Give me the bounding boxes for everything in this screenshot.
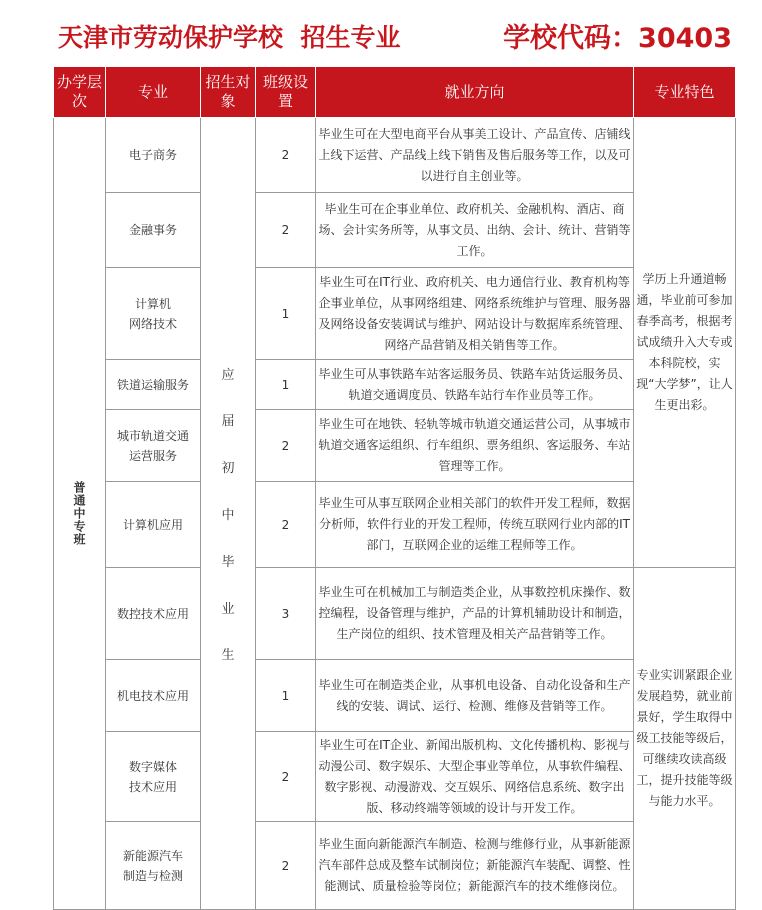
classes-cell: 2 bbox=[256, 822, 316, 910]
target-char: 届 bbox=[221, 414, 235, 430]
target-char: 中 bbox=[221, 507, 235, 523]
classes-cell: 2 bbox=[256, 193, 316, 268]
target-char: 应 bbox=[221, 367, 235, 383]
career-cell: 毕业生可从事铁路车站客运服务员、铁路车站货运服务员、轨道交通调度员、铁路车站行车作业员等工作。 bbox=[316, 360, 634, 410]
major-cell: 新能源汽车 制造与检测 bbox=[106, 822, 201, 910]
table-row bbox=[54, 732, 736, 822]
career-cell: 毕业生可从事互联网企业相关部门的软件开发工程师，数据分析师，软件行业的开发工程师，传统互联网行业内部的IT部门，互联网企业的运维工程师等工作。 bbox=[316, 482, 634, 568]
classes-cell: 2 bbox=[256, 410, 316, 482]
majors-table bbox=[53, 66, 736, 910]
school-code: 学校代码：30403 bbox=[503, 23, 732, 54]
target-cell bbox=[201, 118, 256, 910]
major-cell: 电子商务 bbox=[106, 118, 201, 193]
target-char: 生 bbox=[221, 648, 235, 664]
table-row bbox=[54, 360, 736, 410]
header-career: 就业方向 bbox=[316, 67, 634, 118]
table-row bbox=[54, 482, 736, 568]
major-cell: 城市轨道交通 运营服务 bbox=[106, 410, 201, 482]
major-cell: 机电技术应用 bbox=[106, 660, 201, 732]
school-title bbox=[58, 18, 400, 54]
major-cell: 计算机 网络技术 bbox=[106, 268, 201, 360]
target-char: 毕 bbox=[221, 554, 235, 570]
career-cell: 毕业生面向新能源汽车制造、检测与维修行业，从事新能源汽车部件总成及整车试制岗位；新能源汽车装配、调整、性能测试、质量检验等岗位；新能源汽车的技术维修岗位。 bbox=[316, 822, 634, 910]
feature-cell-1: 学历上升通道畅通，毕业前可参加春季高考，根据考试成绩升入大专或本科院校，实现“大学梦”，让人生更出彩。 bbox=[634, 118, 736, 568]
school-name: 天津市劳动保护学校 bbox=[58, 23, 284, 52]
header-classes: 班级设置 bbox=[256, 67, 316, 118]
major-cell: 计算机应用 bbox=[106, 482, 201, 568]
header-target: 招生对象 bbox=[201, 67, 256, 118]
classes-cell: 2 bbox=[256, 118, 316, 193]
classes-cell: 2 bbox=[256, 732, 316, 822]
career-cell: 毕业生可在地铁、轻轨等城市轨道交通运营公司，从事城市轨道交通客运组织、行车组织、票务组织、客运服务、车站管理等工作。 bbox=[316, 410, 634, 482]
career-cell: 毕业生可在大型电商平台从事美工设计、产品宣传、店铺线上线下运营、产品线上线下销售及售后服务等工作，以及可以进行自主创业等。 bbox=[316, 118, 634, 193]
career-cell: 毕业生可在机械加工与制造类企业，从事数控机床操作、数控编程，设备管理与维护，产品的计算机辅助设计和制造，生产岗位的组织、技术管理及相关产品营销等工作。 bbox=[316, 568, 634, 660]
target-char: 业 bbox=[221, 601, 235, 617]
table-row bbox=[54, 268, 736, 360]
table-row bbox=[54, 118, 736, 193]
classes-cell: 1 bbox=[256, 268, 316, 360]
table-row bbox=[54, 410, 736, 482]
header-major: 专业 bbox=[106, 67, 201, 118]
level-cell: 普通中专班 bbox=[54, 118, 106, 910]
classes-cell: 1 bbox=[256, 660, 316, 732]
table-row bbox=[54, 822, 736, 910]
table-row bbox=[54, 660, 736, 732]
header-level: 办学层次 bbox=[54, 67, 106, 118]
career-cell: 毕业生可在制造类企业，从事机电设备、自动化设备和生产线的安装、调试、运行、检测、维修及营销等工作。 bbox=[316, 660, 634, 732]
major-cell: 数字媒体 技术应用 bbox=[106, 732, 201, 822]
major-cell: 数控技术应用 bbox=[106, 568, 201, 660]
career-cell: 毕业生可在IT行业、政府机关、电力通信行业、教育机构等企事业单位，从事网络组建、网络系统维护与管理、服务器及网络设备安装调试与维护、网站设计与数据库系统管理、网络产品营销及相关销售等工作。 bbox=[316, 268, 634, 360]
page-header bbox=[0, 0, 762, 66]
feature-cell-2: 专业实训紧跟企业发展趋势，就业前景好，学生取得中级工技能等级后，可继续攻读高级工，提升技能等级与能力水平。 bbox=[634, 568, 736, 910]
table-row bbox=[54, 193, 736, 268]
table-row bbox=[54, 568, 736, 660]
classes-cell: 1 bbox=[256, 360, 316, 410]
major-cell: 金融事务 bbox=[106, 193, 201, 268]
section-subtitle: 招生专业 bbox=[300, 23, 401, 52]
classes-cell: 3 bbox=[256, 568, 316, 660]
career-cell: 毕业生可在IT企业、新闻出版机构、文化传播机构、影视与动漫公司、数字娱乐、大型企事业等单位，从事软件编程、数字影视、动漫游戏、交互娱乐、网络信息系统、数字出版、移动终端等领域的设计与开发工作。 bbox=[316, 732, 634, 822]
career-cell: 毕业生可在企事业单位、政府机关、金融机构、酒店、商场、会计实务所等，从事文员、出纳、会计、统计、营销等工作。 bbox=[316, 193, 634, 268]
major-cell: 铁道运输服务 bbox=[106, 360, 201, 410]
classes-cell: 2 bbox=[256, 482, 316, 568]
table-header-row bbox=[54, 67, 736, 118]
target-char: 初 bbox=[221, 461, 235, 477]
header-feature: 专业特色 bbox=[634, 67, 736, 118]
